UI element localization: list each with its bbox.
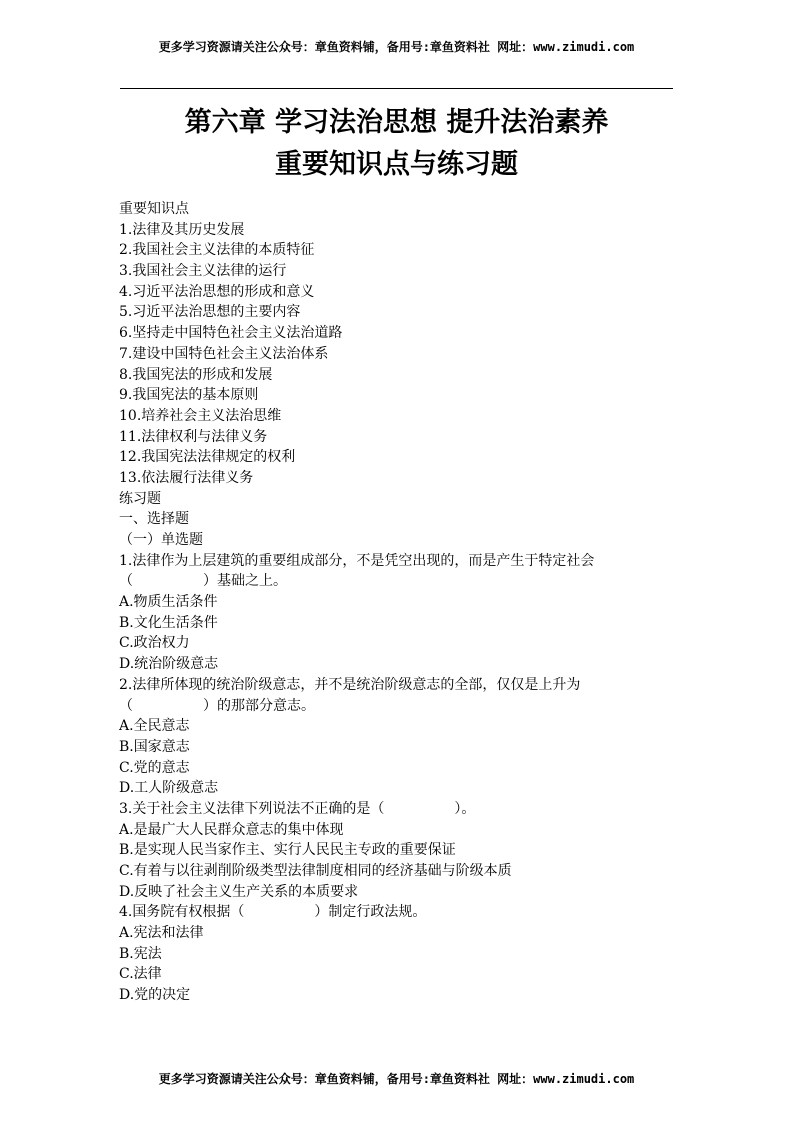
question-stem: 2.法律所体现的统治阶级意志，并不是统治阶级意志的全部，仅仅是上升为 — [119, 676, 581, 693]
key-point-item: 8.我国宪法的形成和发展 — [119, 366, 273, 383]
key-point-item: 11.法律权利与法律义务 — [119, 428, 268, 445]
question-stem: 4.国务院有权根据（ ）制定行政法规。 — [119, 904, 427, 921]
subsection-heading: （一）单选题 — [119, 532, 203, 548]
page-footer-note: 更多学习资源请关注公众号：章鱼资料铺，备用号:章鱼资料社 网址：www.zimudi.com — [158, 1072, 635, 1086]
answer-option: A.宪法和法律 — [119, 925, 204, 942]
answer-option: C.有着与以往剥削阶级类型法律制度相同的经济基础与阶级本质 — [119, 863, 512, 879]
key-point-item: 4.习近平法治思想的形成和意义 — [119, 283, 315, 300]
key-point-item: 6.坚持走中国特色社会主义法治道路 — [119, 325, 343, 342]
answer-option: D.工人阶级意志 — [119, 780, 219, 797]
answer-option: C.法律 — [119, 966, 162, 983]
chapter-subtitle: 重要知识点与练习题 — [275, 149, 518, 180]
key-point-item: 12.我国宪法法律规定的权利 — [119, 449, 296, 466]
key-point-item: 5.习近平法治思想的主要内容 — [119, 304, 301, 321]
answer-option: B.国家意志 — [119, 738, 190, 755]
answer-option: D.党的决定 — [119, 987, 191, 1004]
key-point-item: 10.培养社会主义法治思维 — [119, 407, 282, 424]
key-point-item: 2.我国社会主义法律的本质特征 — [119, 242, 315, 259]
key-point-item: 9.我国宪法的基本原则 — [119, 387, 259, 404]
key-points-heading: 重要知识点 — [119, 201, 189, 217]
question-stem: 1.法律作为上层建筑的重要组成部分，不是凭空出现的，而是产生于特定社会 — [119, 552, 595, 569]
answer-option: A.是最广大人民群众意志的集中体现 — [119, 821, 344, 838]
key-point-item: 3.我国社会主义法律的运行 — [119, 263, 287, 280]
answer-option: B.宪法 — [119, 945, 162, 962]
answer-option: D.统治阶级意志 — [119, 656, 219, 673]
section-heading: 一、选择题 — [119, 511, 189, 528]
key-point-item: 7.建设中国特色社会主义法治体系 — [119, 345, 329, 362]
exercises-heading: 练习题 — [119, 490, 161, 507]
answer-option: B.是实现人民当家作主、实行人民民主专政的重要保证 — [119, 842, 456, 859]
key-point-item: 13.依法履行法律义务 — [119, 469, 254, 486]
question-stem: 3.关于社会主义法律下列说法不正确的是（ ）。 — [119, 800, 476, 817]
question-stem-continued: （ ）的那部分意志。 — [119, 697, 315, 714]
answer-option: A.物质生活条件 — [119, 594, 218, 611]
answer-option: C.党的意志 — [119, 759, 190, 776]
answer-option: A.全民意志 — [119, 718, 190, 735]
answer-option: C.政治权力 — [119, 635, 190, 652]
chapter-title: 第六章 学习法治思想 提升法治素养 — [184, 107, 609, 138]
page-header-note: 更多学习资源请关注公众号：章鱼资料铺，备用号:章鱼资料社 网址：www.zimudi.com — [158, 40, 635, 54]
question-stem-continued: （ ）基础之上。 — [119, 573, 287, 590]
key-point-item: 1.法律及其历史发展 — [119, 221, 245, 238]
header-divider — [120, 88, 673, 89]
answer-option: B.文化生活条件 — [119, 614, 218, 631]
answer-option: D.反映了社会主义生产关系的本质要求 — [119, 883, 359, 900]
document-body — [119, 199, 679, 1006]
